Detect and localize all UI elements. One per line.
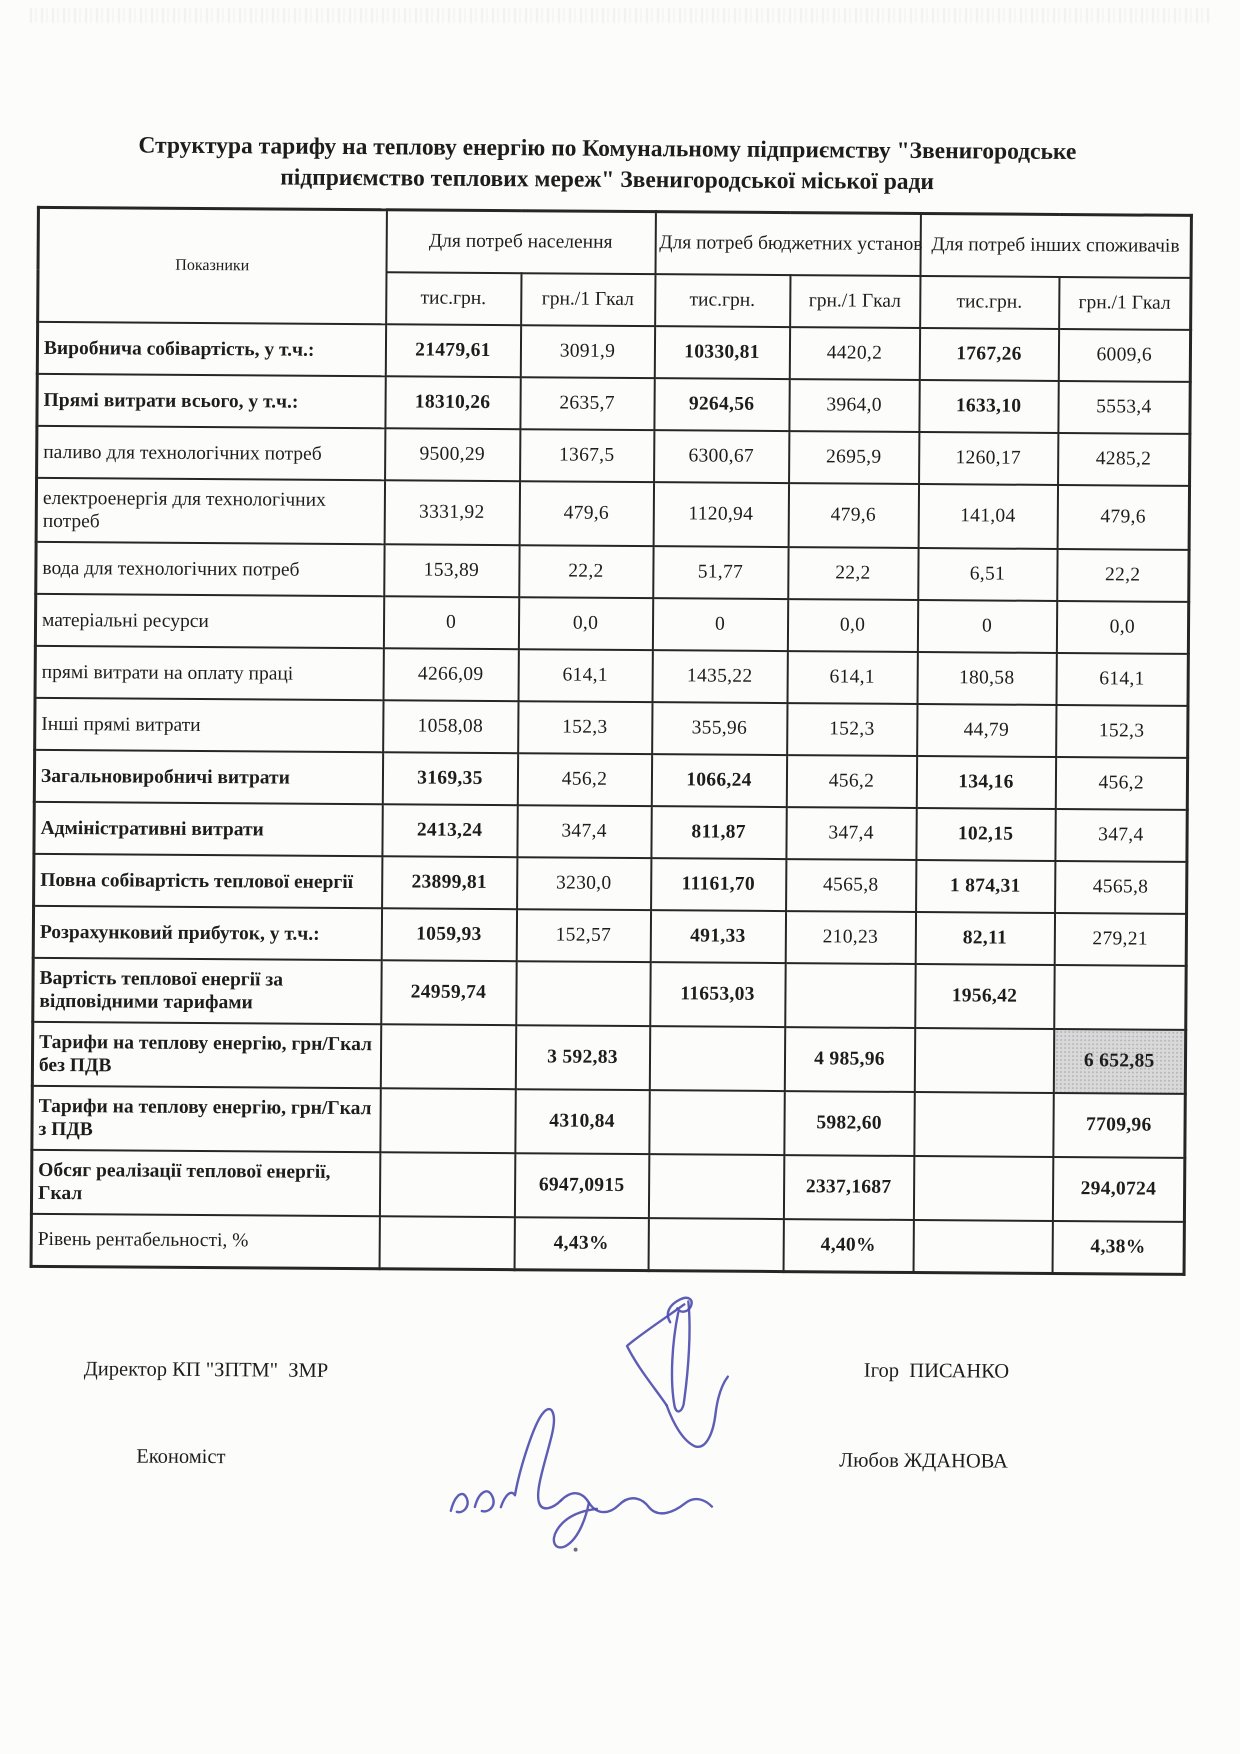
indicator-cell: Загальновиробничі витрати — [34, 750, 382, 804]
indicator-cell: електроенергія для технологічних потреб — [36, 478, 384, 544]
value-cell: 4,38% — [1052, 1221, 1184, 1274]
indicator-cell: Прямі витрати всього, у т.ч.: — [37, 374, 385, 428]
value-cell: 456,2 — [786, 755, 916, 808]
value-cell — [913, 1220, 1052, 1273]
value-cell: 614,1 — [787, 651, 917, 704]
value-cell: 6009,6 — [1058, 329, 1190, 382]
table-row — [32, 1022, 1185, 1094]
value-cell — [649, 1026, 784, 1091]
table-row — [35, 698, 1188, 758]
value-cell: 22,2 — [519, 545, 653, 598]
value-cell: 1435,22 — [652, 650, 787, 703]
value-cell: 22,2 — [1057, 549, 1189, 602]
value-cell: 11161,70 — [651, 858, 786, 911]
economist-title-label: Економіст — [136, 1445, 226, 1469]
value-cell: 4,40% — [783, 1219, 913, 1272]
value-cell: 1956,42 — [915, 964, 1054, 1029]
indicator-cell: Виробнича собівартість, у т.ч.: — [37, 322, 385, 376]
indicator-cell: Інші прямі витрати — [35, 698, 383, 752]
table-row — [37, 322, 1190, 382]
director-name-label: Ігор ПИСАНКО — [863, 1359, 1010, 1383]
unit-column-header: грн./1 Гкал — [521, 273, 655, 326]
value-cell: 456,2 — [517, 753, 651, 806]
indicator-cell: Розрахунковий прибуток, у т.ч.: — [33, 906, 381, 960]
value-cell: 7709,96 — [1053, 1093, 1185, 1158]
value-cell: 5553,4 — [1058, 381, 1190, 434]
value-cell — [648, 1154, 783, 1219]
value-cell: 152,3 — [787, 703, 917, 756]
document-title-line2: підприємство теплових мереж" Звенигородської міської ради — [280, 164, 935, 196]
value-cell — [649, 1090, 784, 1155]
value-cell: 614,1 — [1056, 653, 1188, 706]
table-row — [35, 594, 1188, 654]
value-cell: 1066,24 — [651, 754, 786, 807]
value-cell: 44,79 — [917, 704, 1056, 757]
value-cell — [379, 1216, 514, 1269]
value-cell: 1120,94 — [653, 482, 788, 547]
value-cell: 279,21 — [1054, 913, 1186, 966]
value-cell: 1367,5 — [520, 429, 654, 482]
table-row — [37, 426, 1190, 486]
header-group-row — [38, 207, 1191, 278]
value-cell: 21479,61 — [385, 324, 520, 377]
table-row — [37, 374, 1190, 434]
value-cell — [1054, 965, 1186, 1030]
table-row — [34, 854, 1187, 914]
value-cell: 102,15 — [916, 808, 1055, 861]
value-cell: 134,16 — [916, 756, 1055, 809]
value-cell: 1260,17 — [919, 432, 1058, 485]
indicator-cell: матеріальні ресурси — [35, 594, 383, 648]
document-title — [52, 130, 1162, 200]
table-row — [34, 750, 1187, 810]
value-cell: 210,23 — [785, 911, 915, 964]
value-cell — [648, 1218, 783, 1271]
value-cell: 1058,08 — [383, 700, 518, 753]
value-cell: 0,0 — [518, 597, 652, 650]
unit-column-header: тис.грн. — [920, 276, 1059, 329]
value-cell: 5982,60 — [784, 1091, 914, 1156]
indicator-cell: Адміністративні витрати — [34, 802, 382, 856]
value-cell: 6947,0915 — [514, 1153, 648, 1218]
value-cell: 1633,10 — [919, 380, 1058, 433]
value-cell: 4565,8 — [786, 859, 916, 912]
value-cell: 141,04 — [918, 484, 1057, 549]
value-cell: 0 — [652, 598, 787, 651]
value-cell: 3964,0 — [789, 379, 919, 432]
value-cell: 479,6 — [519, 481, 653, 546]
document-title-line1: Структура тарифу на теплову енергію по Комунальному підприємству "Звенигородське — [138, 132, 1077, 166]
value-cell: 180,58 — [917, 652, 1056, 705]
indicator-cell: Рівень рентабельності, % — [31, 1214, 379, 1268]
value-cell: 1767,26 — [919, 328, 1058, 381]
value-cell — [380, 1024, 515, 1089]
value-cell: 614,1 — [518, 649, 652, 702]
indicator-cell: Повна собівартість теплової енергії — [34, 854, 382, 908]
value-cell: 347,4 — [517, 805, 651, 858]
value-cell: 2695,9 — [789, 431, 919, 484]
value-cell: 347,4 — [1055, 809, 1187, 862]
scan-speck — [574, 1548, 578, 1552]
value-cell: 4 985,96 — [784, 1027, 914, 1092]
value-cell: 6 652,85 — [1053, 1029, 1185, 1094]
indicator-cell: вода для технологічних потреб — [36, 542, 384, 596]
value-cell: 3 592,83 — [515, 1025, 649, 1090]
table-row — [34, 802, 1187, 862]
table-row — [36, 542, 1189, 602]
indicator-cell: Тарифи на теплову енергію, грн/Гкал без ПДВ — [32, 1022, 380, 1088]
director-title-label: Директор КП "ЗПТМ" ЗМР — [83, 1358, 329, 1382]
tariff-table-body — [31, 322, 1191, 1274]
column-group-header: Для потреб бюджетних установ — [655, 212, 920, 276]
value-cell: 1059,93 — [381, 908, 516, 961]
indicator-cell: Вартість теплової енергії за відповідними тарифами — [33, 958, 381, 1024]
value-cell: 152,3 — [1056, 705, 1188, 758]
value-cell: 9264,56 — [654, 378, 789, 431]
value-cell — [379, 1152, 514, 1217]
value-cell: 294,0724 — [1052, 1157, 1184, 1222]
value-cell: 0,0 — [1056, 601, 1188, 654]
value-cell: 0 — [917, 600, 1056, 653]
value-cell: 22,2 — [788, 547, 918, 600]
column-group-header: Для потреб населення — [386, 210, 655, 274]
column-group-header: Для потреб інших споживачів — [920, 214, 1191, 278]
value-cell: 4310,84 — [515, 1089, 649, 1154]
value-cell — [913, 1156, 1052, 1221]
unit-column-header: грн./1 Гкал — [1059, 277, 1191, 330]
value-cell — [914, 1028, 1053, 1093]
value-cell: 355,96 — [652, 702, 787, 755]
value-cell: 152,57 — [516, 909, 650, 962]
value-cell: 4565,8 — [1055, 861, 1187, 914]
value-cell: 6,51 — [918, 548, 1057, 601]
value-cell: 2635,7 — [520, 377, 654, 430]
value-cell: 23899,81 — [382, 856, 517, 909]
indicator-cell: Тарифи на теплову енергію, грн/Гкал з ПДВ — [32, 1086, 380, 1152]
tariff-table — [30, 206, 1193, 1276]
table-row — [35, 646, 1188, 706]
value-cell — [785, 963, 915, 1028]
value-cell: 811,87 — [651, 806, 786, 859]
table-row — [31, 1150, 1184, 1222]
value-cell: 82,11 — [915, 912, 1054, 965]
value-cell: 4,43% — [514, 1217, 648, 1270]
value-cell: 18310,26 — [385, 376, 520, 429]
value-cell — [516, 961, 650, 1026]
value-cell — [914, 1092, 1053, 1157]
unit-column-header: грн./1 Гкал — [790, 275, 920, 328]
value-cell: 456,2 — [1055, 757, 1187, 810]
value-cell: 1 874,31 — [916, 860, 1055, 913]
value-cell: 0 — [383, 596, 518, 649]
value-cell: 3091,9 — [520, 325, 654, 378]
value-cell: 51,77 — [653, 546, 788, 599]
indicator-cell: Обсяг реалізації теплової енергії, Гкал — [31, 1150, 379, 1216]
unit-column-header: тис.грн. — [655, 274, 790, 327]
value-cell: 2337,1687 — [783, 1155, 913, 1220]
value-cell: 3230,0 — [517, 857, 651, 910]
economist-signature-ink — [439, 1401, 730, 1555]
value-cell: 2413,24 — [382, 804, 517, 857]
indicator-column-header: Показники — [38, 207, 387, 324]
table-row — [31, 1214, 1184, 1274]
value-cell: 6300,67 — [654, 430, 789, 483]
value-cell: 153,89 — [384, 544, 519, 597]
table-row — [36, 478, 1189, 550]
value-cell: 4420,2 — [789, 327, 919, 380]
value-cell — [380, 1088, 515, 1153]
value-cell: 479,6 — [788, 483, 918, 548]
value-cell: 9500,29 — [385, 428, 520, 481]
indicator-cell: прямі витрати на оплату праці — [35, 646, 383, 700]
table-row — [33, 958, 1186, 1030]
unit-column-header: тис.грн. — [386, 272, 521, 325]
tariff-table-head — [38, 207, 1192, 330]
value-cell: 4266,09 — [383, 648, 518, 701]
value-cell: 3331,92 — [384, 480, 519, 545]
economist-name-label: Любов ЖДАНОВА — [839, 1449, 1008, 1473]
value-cell: 479,6 — [1057, 485, 1189, 550]
value-cell: 491,33 — [650, 910, 785, 963]
indicator-cell: паливо для технологічних потреб — [37, 426, 385, 480]
value-cell: 3169,35 — [382, 752, 517, 805]
value-cell: 11653,03 — [650, 962, 785, 1027]
value-cell: 24959,74 — [381, 960, 516, 1025]
value-cell: 152,3 — [518, 701, 652, 754]
value-cell: 0,0 — [787, 599, 917, 652]
value-cell: 10330,81 — [654, 326, 789, 379]
value-cell: 347,4 — [786, 807, 916, 860]
table-row — [32, 1086, 1185, 1158]
table-row — [33, 906, 1186, 966]
value-cell: 4285,2 — [1058, 433, 1190, 486]
